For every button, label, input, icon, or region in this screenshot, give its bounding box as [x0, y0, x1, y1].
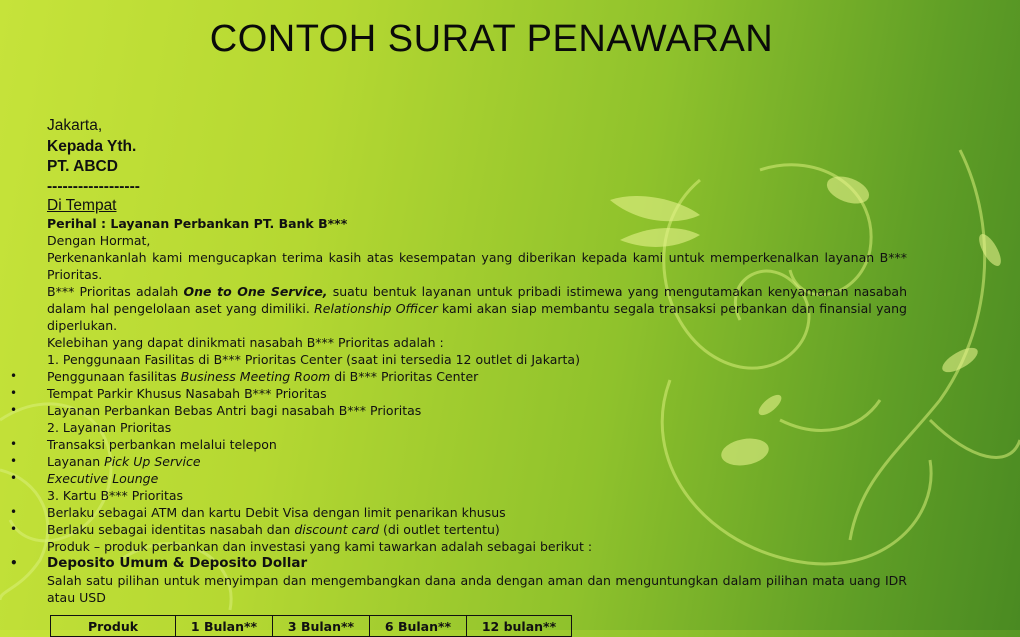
dash-line: ------------------	[47, 177, 140, 195]
place-line: Di Tempat	[47, 196, 117, 214]
bullet-icon: •	[10, 454, 18, 468]
product-title-text: Deposito Umum & Deposito Dollar	[47, 555, 308, 571]
item-text: Berlaku sebagai identitas nasabah dan	[47, 522, 295, 537]
section-1-heading: 1. Penggunaan Fasilitas di B*** Prioritas Center (saat ini tersedia 12 outlet di Jakarta)	[47, 352, 580, 367]
list-item	[10, 385, 907, 402]
products-intro: Produk – produk perbankan dan investasi yang kami tawarkan adalah sebagai berikut :	[47, 539, 593, 554]
item-text: Berlaku sebagai ATM dan kartu Debit Visa dengan limit penarikan khusus	[47, 505, 506, 520]
item-text: (di outlet tertentu)	[379, 522, 500, 537]
letter-header	[47, 116, 140, 216]
table-header-cell: 1 Bulan**	[176, 616, 273, 637]
table-header-cell: 12 bulan**	[467, 616, 572, 637]
recipient-line: Kepada Yth.	[47, 137, 137, 155]
section-3-heading: 3. Kartu B*** Prioritas	[47, 488, 184, 503]
desc-emphasis-2: Relationship Officer	[314, 301, 438, 316]
bullet-icon: •	[10, 386, 18, 400]
bullet-icon: •	[10, 505, 18, 519]
table-header-cell: 6 Bulan**	[370, 616, 467, 637]
section-2-heading: 2. Layanan Prioritas	[47, 420, 172, 435]
bullet-icon: •	[10, 369, 18, 383]
desc-text-2: suatu bentuk layanan untuk pribadi istimewa yang mengutamakan kenyamanan nasabah dalam hal pengelolaan aset yang dimiliki.	[47, 284, 907, 316]
bullet-icon: •	[10, 437, 18, 451]
product-title	[10, 555, 907, 572]
page-title: CONTOH SURAT PENAWARAN	[209, 18, 774, 60]
item-text: di B*** Prioritas Center	[330, 369, 479, 384]
product-description: Salah satu pilihan untuk menyimpan dan mengembangkan dana anda dengan aman dan menguntungkan dalam pilihan mata uang IDR atau USD	[47, 573, 907, 605]
description-paragraph	[47, 283, 907, 334]
greeting-line: Dengan Hormat,	[47, 233, 151, 248]
list-item	[10, 436, 907, 453]
item-text: Layanan	[47, 454, 105, 469]
benefits-intro: Kelebihan yang dapat dinikmati nasabah B*** Prioritas adalah :	[47, 335, 444, 350]
bullet-icon: •	[10, 556, 18, 570]
item-emphasis: Executive Lounge	[47, 471, 159, 486]
table-header-row	[51, 616, 572, 637]
list-item	[10, 470, 907, 487]
list-item	[10, 453, 907, 470]
list-item	[10, 402, 907, 419]
bullet-icon: •	[10, 403, 18, 417]
city-line: Jakarta,	[47, 117, 103, 134]
bullet-icon: •	[10, 471, 18, 485]
subject-line: Perihal : Layanan Perbankan PT. Bank B***	[47, 216, 348, 231]
list-item	[10, 521, 907, 538]
company-line: PT. ABCD	[47, 158, 118, 175]
list-item	[10, 504, 907, 521]
item-text: Tempat Parkir Khusus Nasabah B*** Prioritas	[47, 386, 327, 401]
list-item	[10, 368, 907, 385]
desc-text-3: kami akan siap membantu segala transaksi perbankan dan finansial yang diperlukan.	[47, 301, 907, 333]
letter-content	[10, 215, 907, 606]
item-text: Transaksi perbankan melalui telepon	[47, 437, 277, 452]
table-header-cell: Produk	[51, 616, 176, 637]
bullet-icon: •	[10, 522, 18, 536]
desc-text-1: B*** Prioritas adalah	[47, 284, 184, 299]
item-emphasis: Business Meeting Room	[180, 369, 331, 384]
item-text: Layanan Perbankan Bebas Antri bagi nasabah B*** Prioritas	[47, 403, 422, 418]
product-rate-table	[50, 615, 572, 637]
item-emphasis: Pick Up Service	[104, 454, 201, 469]
item-text: Penggunaan fasilitas	[47, 369, 181, 384]
item-emphasis: discount card	[294, 522, 380, 537]
table-header-cell: 3 Bulan**	[273, 616, 370, 637]
desc-emphasis-1: One to One Service,	[183, 284, 328, 299]
intro-paragraph: Perkenankanlah kami mengucapkan terima kasih atas kesempatan yang diberikan kepada kami untuk memperkenalkan layanan B*** Prioritas.	[47, 250, 907, 282]
